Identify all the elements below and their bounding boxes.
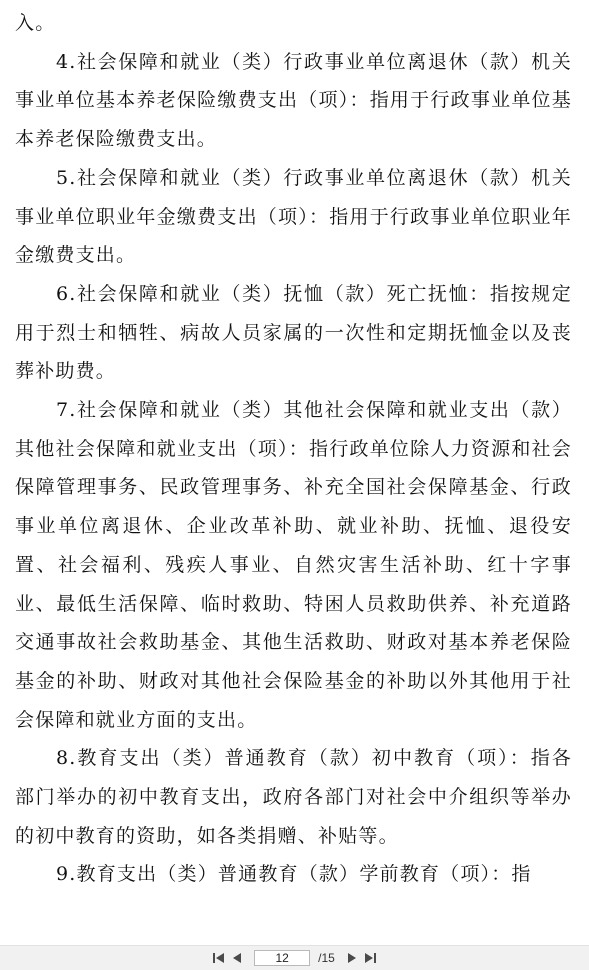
paragraph-item-7: 7.社会保障和就业（类）其他社会保障和就业支出（款）其他社会保障和就业支出（项）：指行政单位除人力资源和社会保障管理事务、民政管理事务、补充全国社会保障基金、行政事业单位离退休、企业改革补助、就业补助、抚恤、退役安置、社会福利、残疾人事业、自然灾害生活补助、红十字事业、最低生活保障、临时救助、特困人员救助供养、补充道路交通事故社会救助基金、其他生活救助、财政对基本养老保险基金的补助、财政对其他社会保险基金的补助以外其他用于社会保障和就业方面的支出。 [15,399,572,731]
first-page-icon[interactable] [212,950,226,966]
paragraph-item-6: 6.社会保障和就业（类）抚恤（款）死亡抚恤：指按规定用于烈士和牺牲、病故人员家属的一次性和定期抚恤金以及丧葬补助费。 [15,282,572,383]
last-page-icon[interactable] [363,950,377,966]
document-body [15,4,572,894]
next-page-icon[interactable] [345,950,359,966]
page-number-input[interactable] [254,950,310,966]
page-navigation-toolbar [0,945,589,970]
paragraph-item-8: 8.教育支出（类）普通教育（款）初中教育（项）：指各部门举办的初中教育支出，政府各部门对社会中介组织等举办的初中教育的资助，如各类捐赠、补贴等。 [15,747,572,847]
paragraph-continuation: 入。 [15,12,56,34]
paragraph-item-5: 5.社会保障和就业（类）行政事业单位离退休（款）机关事业单位职业年金缴费支出（项）：指用于行政事业单位职业年金缴费支出。 [15,166,572,267]
paragraph-item-4: 4.社会保障和就业（类）行政事业单位离退休（款）机关事业单位基本养老保险缴费支出（项）：指用于行政事业单位基本养老保险缴费支出。 [15,50,572,151]
paragraph-item-9: 9.教育支出（类）普通教育（款）学前教育（项）：指 [56,863,532,886]
prev-page-icon[interactable] [230,950,244,966]
page-total-label: /15 [318,951,335,965]
